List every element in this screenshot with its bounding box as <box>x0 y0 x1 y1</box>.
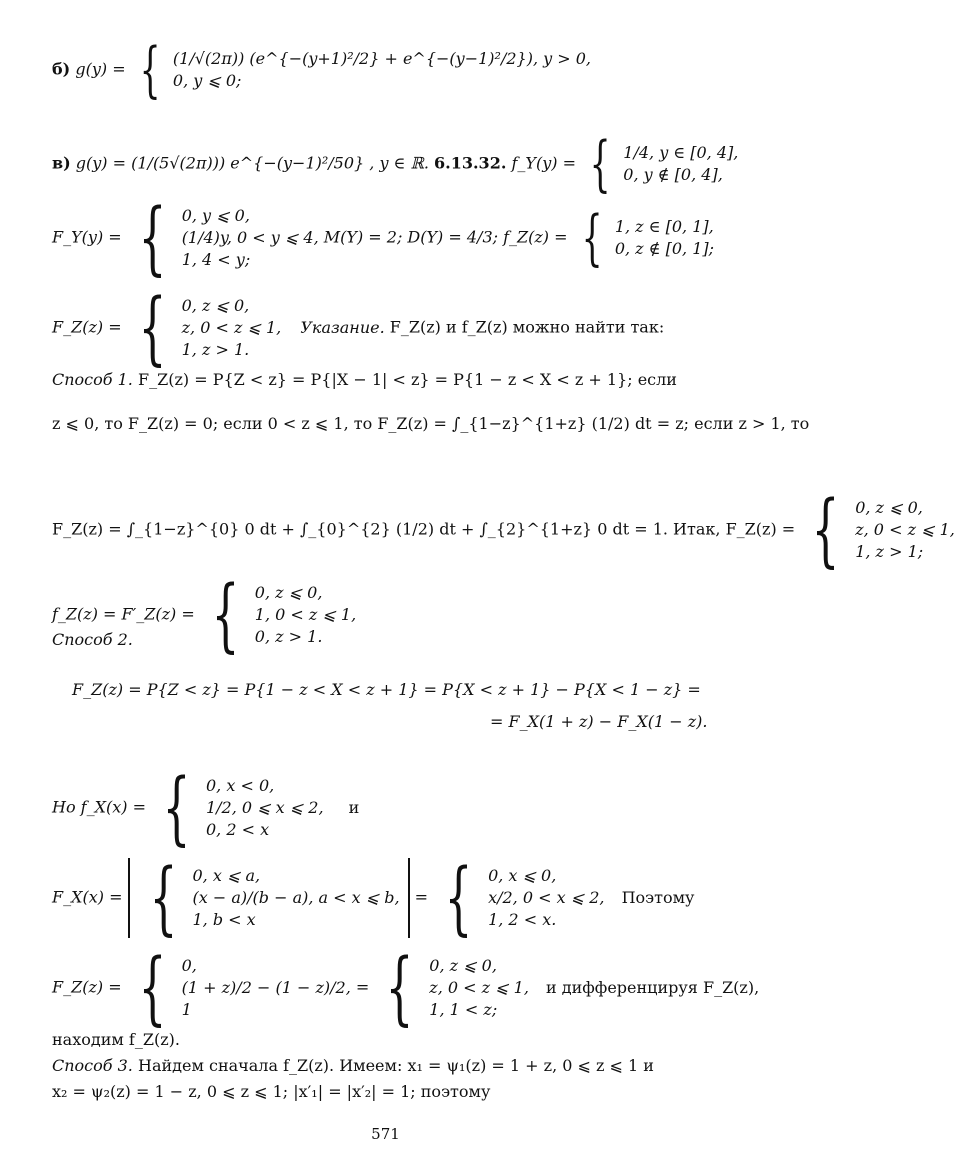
eq-fy-case1: 1/4, y ∈ [0, 4], <box>623 143 739 162</box>
eq-FZ-case2: z, 0 < z ⩽ 1, <box>181 318 282 337</box>
FZ-final-case2: (1 + z)/2 − (1 − z)/2, <box>181 978 351 997</box>
problem-ref: 6.13.32. <box>434 153 507 173</box>
FX-cdf-bracket <box>128 851 410 944</box>
FX-result-cases <box>433 851 605 944</box>
FX-case1: 0, x ⩽ a, <box>192 866 261 885</box>
eq-moments: M(Y) = 2; D(Y) = 4/3; f_Z(z) = <box>323 227 568 247</box>
left-brace-icon: { <box>589 129 611 199</box>
left-brace-icon: { <box>811 483 840 576</box>
hint-text: F_Z(z) и f_Z(z) можно найти так: <box>389 317 665 337</box>
eq-b-lhs: g(y) = <box>75 59 126 79</box>
method1-result-cases <box>800 483 955 576</box>
page-number: 571 <box>371 1125 400 1143</box>
method3-line1 <box>52 1056 654 1076</box>
eq-FY-case2: (1/4)y, 0 < y ⩽ 4, <box>181 228 319 247</box>
FZ-final-equals: = <box>355 977 370 997</box>
eq-fy-cases <box>581 129 739 199</box>
method3-text: Найдем сначала f_Z(z). Имеем: x₁ = ψ₁(z) = 1 + z, 0 ⩽ z ⩽ 1 и <box>137 1056 654 1075</box>
hint-label: Указание. <box>300 317 385 337</box>
left-brace-icon: { <box>138 281 167 374</box>
FZ-final-r2: z, 0 < z ⩽ 1, <box>429 978 529 997</box>
FZ-final-case1: 0, <box>181 956 197 975</box>
eq-FZ-cases <box>127 281 282 374</box>
FZ-final-result-cases <box>374 941 529 1034</box>
FZ-final-cases <box>127 941 351 1034</box>
eq-fz-case2: 0, z ∉ [0, 1]; <box>614 239 715 258</box>
fX-density-lhs: Но f_X(x) = <box>52 797 146 817</box>
FZ-final-r1: 0, z ⩽ 0, <box>429 956 497 975</box>
eq-FY-cases <box>127 191 319 284</box>
eq-FY-row <box>52 191 715 284</box>
eq-v-row <box>52 129 739 199</box>
fX-density-row <box>52 761 360 854</box>
eq-FY-case3: 1, 4 < y; <box>181 250 251 269</box>
fz-case2: 1, 0 < z ⩽ 1, <box>254 605 357 624</box>
FZ-final-case3: 1 <box>181 1000 192 1019</box>
FX-case3: 1, b < x <box>192 910 256 929</box>
method1-text: F_Z(z) = P{Z < z} = P{|X − 1| < z} = P{1 − z < X < z + 1}; если <box>137 370 677 389</box>
left-brace-icon: { <box>162 761 191 854</box>
method1-line3-row <box>52 483 955 576</box>
item-label-v: в) <box>52 153 71 173</box>
left-brace-icon: { <box>581 203 603 273</box>
left-brace-icon: { <box>138 941 167 1034</box>
method1-case1: 0, z ⩽ 0, <box>855 498 923 517</box>
method3-label: Способ 3. <box>52 1056 133 1075</box>
find-fz-line: находим f_Z(z). <box>52 1030 180 1049</box>
eq-FZ-case1: 0, z ⩽ 0, <box>181 296 250 315</box>
FX-equals: = <box>414 887 429 907</box>
conjunction-and: и <box>348 797 360 817</box>
therefore-word: Поэтому <box>621 887 695 907</box>
eq-FZ-lhs: F_Z(z) = <box>52 317 122 337</box>
fz-case1: 0, z ⩽ 0, <box>254 583 323 602</box>
eq-b-row <box>52 35 591 105</box>
eq-fz-case1: 1, z ∈ [0, 1], <box>614 217 714 236</box>
left-brace-icon: { <box>211 568 240 661</box>
method2-eq2: = F_X(1 + z) − F_X(1 − z). <box>490 712 708 731</box>
left-brace-icon: { <box>139 35 161 105</box>
method2-eq1: F_Z(z) = P{Z < z} = P{1 − z < X < z + 1} = P{X < z + 1} − P{X < 1 − z} = <box>72 680 701 699</box>
method1-line1 <box>52 370 677 390</box>
fz-derivative-cases <box>200 568 357 661</box>
method1-line3: F_Z(z) = ∫_{1−z}^{0} 0 dt + ∫_{0}^{2} (1/2) dt + ∫_{2}^{1+z} 0 dt = 1. Итак, F_Z(z) = <box>52 519 796 539</box>
eq-v-text: g(y) = (1/(5√(2π))) e^{−(y−1)²/50} , y ∈ ℝ. <box>75 153 429 173</box>
method2-label: Способ 2. <box>52 630 133 649</box>
FX-r1: 0, x ⩽ 0, <box>488 866 557 885</box>
method1-label: Способ 1. <box>52 370 133 389</box>
FX-cdf-row <box>52 851 695 944</box>
eq-b-case2: 0, y ⩽ 0; <box>172 71 242 90</box>
eq-FZ-case3: 1, z > 1. <box>181 340 250 359</box>
method1-case2: z, 0 < z ⩽ 1, <box>855 520 955 539</box>
left-brace-icon: { <box>385 941 414 1034</box>
fz-case3: 0, z > 1. <box>254 627 323 646</box>
eq-fz-cases <box>573 203 715 273</box>
FX-r2: x/2, 0 < x ⩽ 2, <box>488 888 605 907</box>
left-brace-icon: { <box>138 191 167 284</box>
eq-b-cases <box>131 35 591 105</box>
FX-r3: 1, 2 < x. <box>488 910 557 929</box>
method1-case3: 1, z > 1; <box>855 542 924 561</box>
FZ-final-row <box>52 941 760 1034</box>
fz-derivative-lhs: f_Z(z) = F′_Z(z) = <box>52 604 195 624</box>
fX-density-cases <box>151 761 324 854</box>
FZ-final-lhs: F_Z(z) = <box>52 977 122 997</box>
method1-line2: z ⩽ 0, то F_Z(z) = 0; если 0 < z ⩽ 1, то F_Z(z) = ∫_{1−z}^{1+z} (1/2) dt = z; если z > 1, то <box>52 414 810 433</box>
eq-fy-case2: 0, y ∉ [0, 4], <box>623 165 723 184</box>
fX-case2: 1/2, 0 ⩽ x ⩽ 2, <box>205 798 324 817</box>
FX-case2: (x − a)/(b − a), a < x ⩽ b, <box>192 888 400 907</box>
item-label-b: б) <box>52 59 71 79</box>
left-brace-icon: { <box>149 851 178 944</box>
FZ-final-r3: 1, 1 < z; <box>429 1000 498 1019</box>
eq-FY-case1: 0, y ⩽ 0, <box>181 206 250 225</box>
eq-fy-lhs: f_Y(y) = <box>511 153 576 173</box>
FX-cdf-lhs: F_X(x) = <box>52 887 123 907</box>
eq-b-case1: (1/√(2π)) (e^{−(y+1)²/2} + e^{−(y−1)²/2}), y > 0, <box>172 49 591 68</box>
eq-FZ-row <box>52 281 665 374</box>
eq-FY-lhs: F_Y(y) = <box>52 227 122 247</box>
fX-case3: 0, 2 < x <box>205 820 270 839</box>
fX-case1: 0, x < 0, <box>205 776 275 795</box>
method3-line2: x₂ = ψ₂(z) = 1 − z, 0 ⩽ z ⩽ 1; |x′₁| = |x′₂| = 1; поэтому <box>52 1082 491 1101</box>
left-brace-icon: { <box>444 851 473 944</box>
FZ-final-tail: и дифференцируя F_Z(z), <box>546 977 760 997</box>
